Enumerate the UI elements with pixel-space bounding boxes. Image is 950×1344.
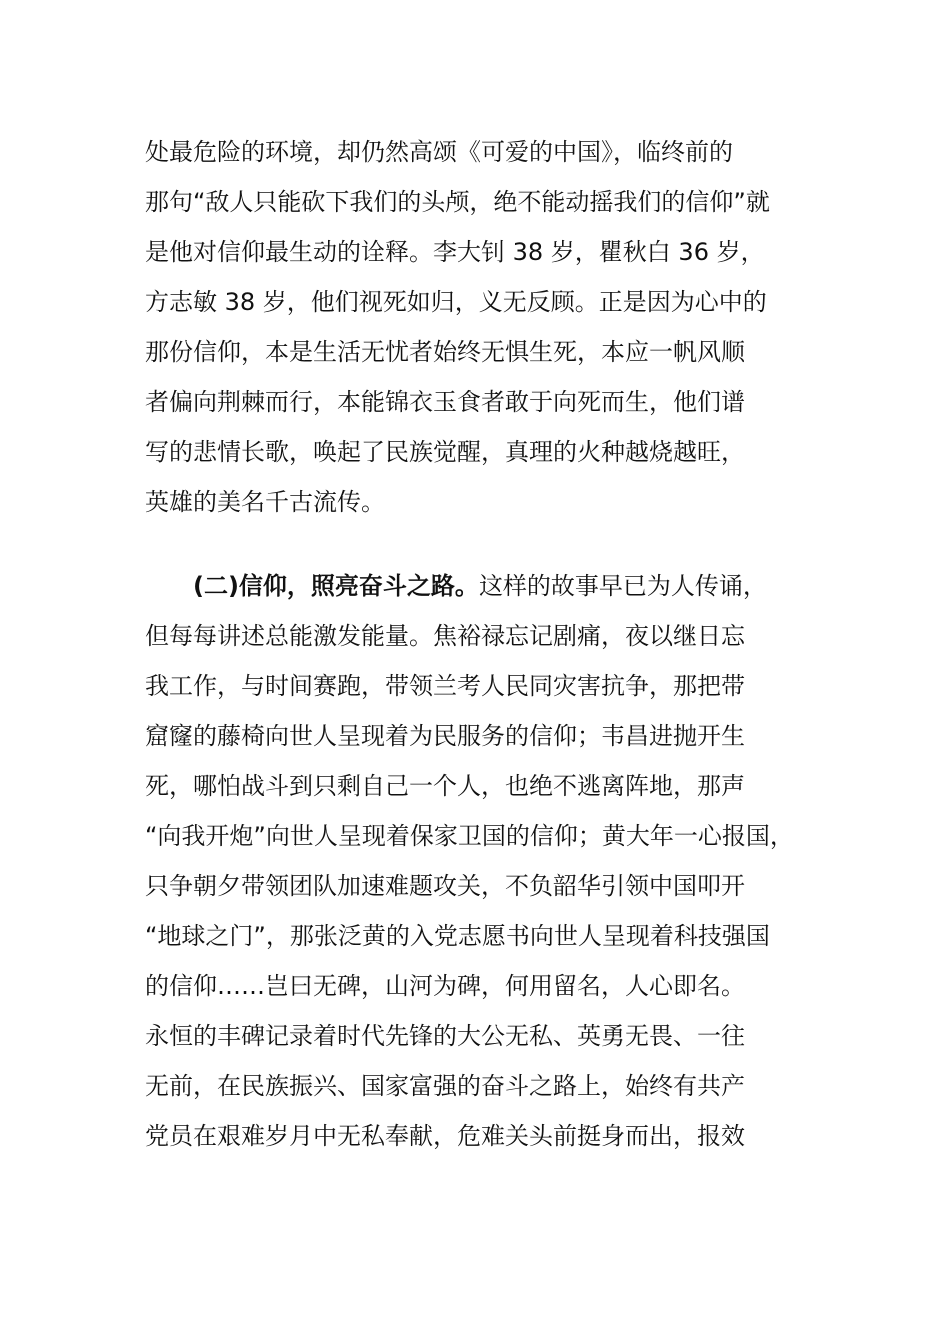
paragraph-line: 无前，在民族振兴、国家富强的奋斗之路上，始终有共产 [145, 1072, 745, 1100]
paragraph-line: 我工作，与时间赛跑，带领兰考人民同灾害抗争，那把带 [145, 672, 745, 700]
paragraph-line: 是他对信仰最生动的诠释。李大钊 38 岁，瞿秋白 36 岁， [145, 238, 765, 266]
paragraph-line: 处最危险的环境，却仍然高颂《可爱的中国》，临终前的 [145, 138, 733, 166]
paragraph-line: 窟窿的藤椅向世人呈现着为民服务的信仰；韦昌进抛开生 [145, 722, 745, 750]
paragraph-line: “向我开炮”向世人呈现着保家卫国的信仰；黄大年一心报国， [145, 822, 794, 850]
paragraph-line: 永恒的丰碑记录着时代先锋的大公无私、英勇无畏、一往 [145, 1022, 745, 1050]
paragraph-line: 死，哪怕战斗到只剩自己一个人，也绝不逃离阵地，那声 [145, 772, 745, 800]
paragraph-first-line [145, 561, 845, 611]
paragraph-line: 方志敏 38 岁，他们视死如归，义无反顾。正是因为心中的 [145, 288, 767, 316]
paragraph-line: 党员在艰难岁月中无私奉献，危难关头前挺身而出，报效 [145, 1122, 745, 1150]
paragraph-line-text: 这样的故事早已为人传诵， [478, 572, 767, 600]
paragraph-line: 的信仰……岂曰无碑，山河为碑，何用留名，人心即名。 [145, 972, 745, 1000]
paragraph-line: “地球之门”，那张泛黄的入党志愿书向世人呈现着科技强国 [145, 922, 770, 950]
paragraph-line: 者偏向荆棘而行，本能锦衣玉食者敢于向死而生，他们谱 [145, 388, 745, 416]
paragraph-line: 那句“敌人只能砍下我们的头颅，绝不能动摇我们的信仰”就 [145, 188, 770, 216]
paragraph-1 [145, 127, 845, 527]
paragraph-line: 写的悲情长歌，唤起了民族觉醒，真理的火种越烧越旺， [145, 438, 745, 466]
paragraph-2 [145, 561, 845, 1161]
paragraph-line: 英雄的美名千古流传。 [145, 488, 385, 516]
section-heading: (二)信仰，照亮奋斗之路。 [193, 572, 479, 600]
paragraph-line: 那份信仰，本是生活无忧者始终无惧生死，本应一帆风顺 [145, 338, 745, 366]
paragraph-line: 但每每讲述总能激发能量。焦裕禄忘记剧痛，夜以继日忘 [145, 622, 745, 650]
paragraph-line: 只争朝夕带领团队加速难题攻关，不负韶华引领中国叩开 [145, 872, 745, 900]
